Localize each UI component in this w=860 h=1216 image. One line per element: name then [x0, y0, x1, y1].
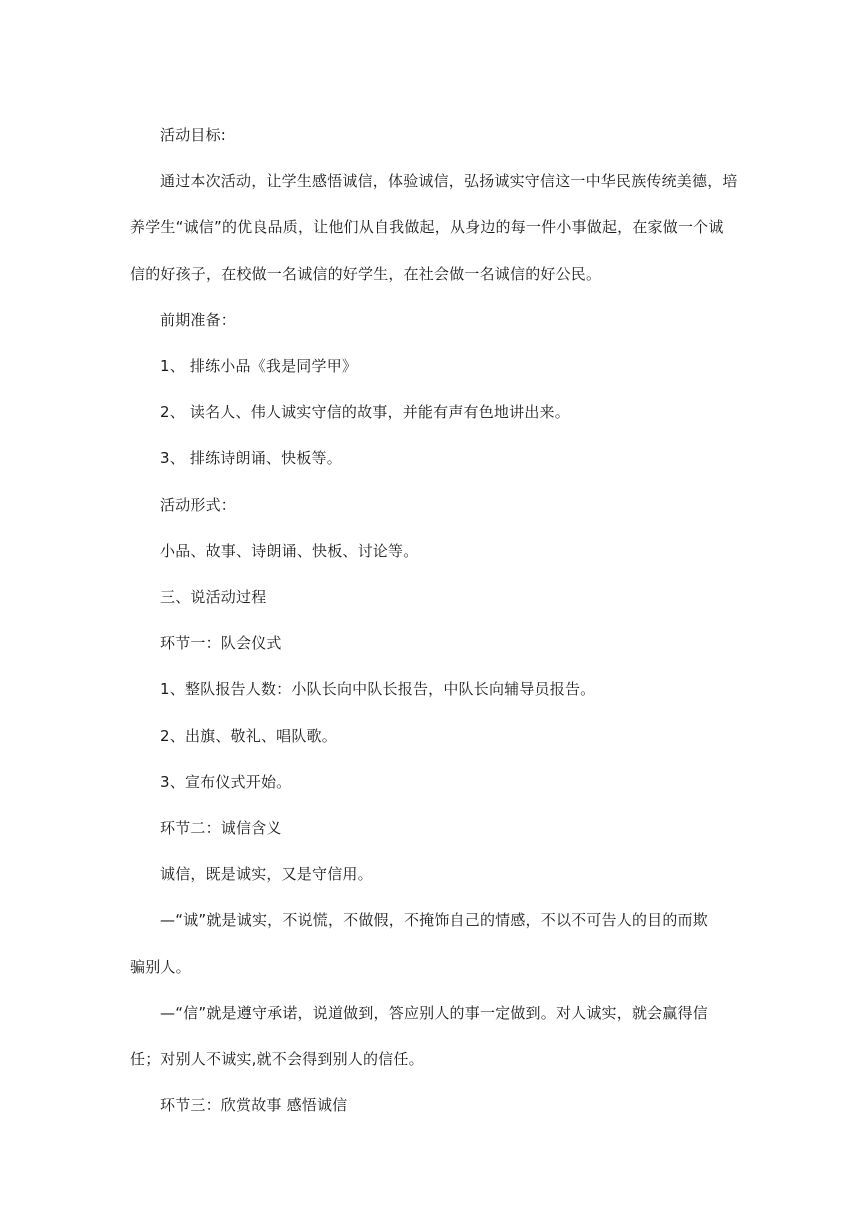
- paragraph-line: —“信”就是遵守承诺，说道做到，答应别人的事一定做到。对人诚实，就会赢得信: [160, 1003, 708, 1022]
- heading-section-2: 环节二：诚信含义: [160, 819, 282, 838]
- list-item-ceremony-1: 1、整队报告人数：小队长向中队长报告，中队长向辅导员报告。: [160, 680, 596, 699]
- list-item-prep-3: 3、 排练诗朗诵、快板等。: [160, 449, 342, 468]
- paragraph-activity-goal-body: [130, 158, 738, 297]
- paragraph-line: —“诚”就是诚实，不说慌，不做假，不掩饰自己的情感，不以不可告人的目的而欺: [160, 911, 708, 930]
- paragraph-line: 养学生“诚信”的优良品质，让他们从自我做起，从身边的每一件小事做起，在家做一个诚: [130, 218, 724, 237]
- heading-activity-goal: 活动目标:: [160, 126, 227, 144]
- paragraph-cheng-meaning: [130, 897, 730, 989]
- paragraph-activity-form: 小品、故事、诗朗诵、快板、讨论等。: [160, 541, 419, 560]
- paragraph-line: 任；对别人不诚实,就不会得到别人的信任。: [130, 1050, 424, 1069]
- heading-activity-form: 活动形式：: [160, 495, 237, 514]
- paragraph-line: 通过本次活动，让学生感悟诚信，体验诚信，弘扬诚实守信这一中华民族传统美德，培: [160, 172, 738, 191]
- heading-section-1: 环节一：队会仪式: [160, 634, 282, 653]
- list-item-prep-2: 2、 读名人、伟人诚实守信的故事，并能有声有色地讲出来。: [160, 403, 570, 422]
- paragraph-line: 信的好孩子，在校做一名诚信的好学生，在社会做一名诚信的好公民。: [130, 264, 602, 283]
- paragraph-integrity-definition: 诚信，既是诚实，又是守信用。: [160, 865, 373, 884]
- heading-preparation: 前期准备：: [160, 310, 237, 329]
- list-item-ceremony-3: 3、宣布仪式开始。: [160, 772, 292, 791]
- list-item-ceremony-2: 2、出旗、敬礼、唱队歌。: [160, 726, 337, 745]
- heading-activity-process: 三、说活动过程: [160, 588, 267, 607]
- heading-section-3: 环节三：欣赏故事 感悟诚信: [160, 1096, 348, 1115]
- list-item-prep-1: 1、 排练小品《我是同学甲》: [160, 357, 358, 376]
- paragraph-xin-meaning: [130, 990, 730, 1082]
- paragraph-line: 骗别人。: [130, 957, 191, 976]
- document-body: [130, 112, 738, 1128]
